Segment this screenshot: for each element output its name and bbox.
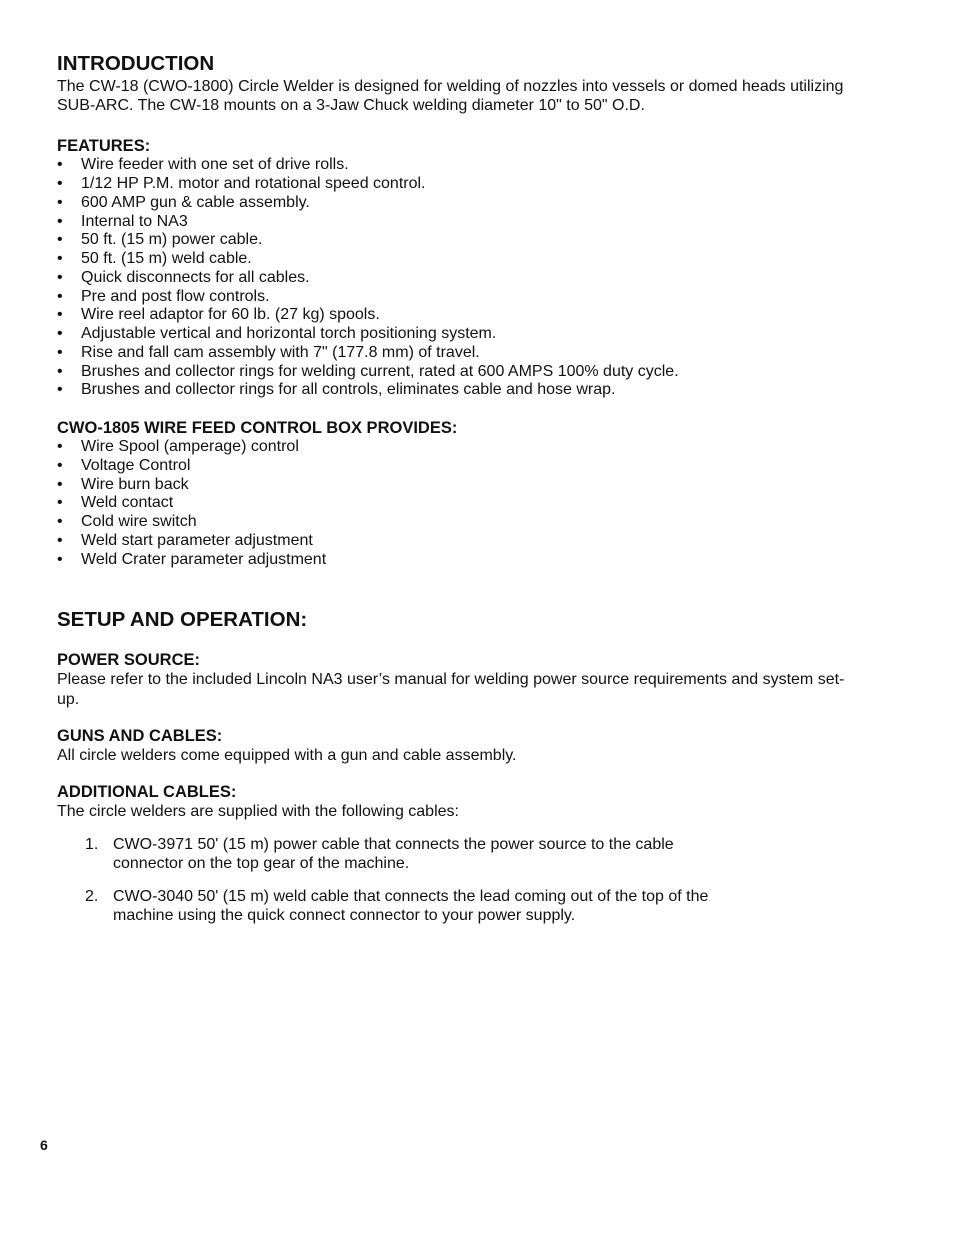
list-item-text: 50 ft. (15 m) weld cable. bbox=[81, 250, 252, 268]
bullet-icon: • bbox=[57, 550, 63, 568]
list-item-text: Adjustable vertical and horizontal torch positioning system. bbox=[81, 325, 497, 343]
item-line: CWO-3971 50' (15 m) power cable that connects the power source to the cable bbox=[113, 836, 674, 854]
item-line: connector on the top gear of the machine. bbox=[113, 855, 410, 873]
list-item-text: Rise and fall cam assembly with 7" (177.8 mm) of travel. bbox=[81, 343, 480, 361]
additional-cables-list bbox=[57, 835, 847, 925]
list-item bbox=[57, 551, 847, 570]
list-item bbox=[57, 306, 847, 325]
guns-cables-heading: GUNS AND CABLES: bbox=[57, 726, 223, 745]
list-item-text: Pre and post flow controls. bbox=[81, 287, 270, 305]
setup-heading: SETUP AND OPERATION: bbox=[57, 608, 308, 632]
introduction-text: The CW-18 (CWO-1800) Circle Welder is designed for welding of nozzles into vessels or domed heads utilizing SUB-ARC. The CW-18 mounts on a 3-Jaw Chuck welding diameter 10" to 50" O.D. bbox=[57, 78, 844, 115]
bullet-icon: • bbox=[57, 343, 63, 361]
control-box-list bbox=[57, 438, 847, 569]
bullet-icon: • bbox=[57, 456, 63, 474]
bullet-icon: • bbox=[57, 212, 63, 230]
bullet-icon: • bbox=[57, 531, 63, 549]
bullet-icon: • bbox=[57, 231, 63, 249]
bullet-icon: • bbox=[57, 381, 63, 399]
bullet-icon: • bbox=[57, 513, 63, 531]
list-item bbox=[57, 250, 847, 269]
additional-cables-heading: ADDITIONAL CABLES: bbox=[57, 783, 237, 802]
list-item bbox=[57, 532, 847, 551]
list-item-text: Brushes and collector rings for welding current, rated at 600 AMPS 100% duty cycle. bbox=[81, 362, 679, 380]
bullet-icon: • bbox=[57, 494, 63, 512]
list-item bbox=[57, 213, 847, 232]
list-item-text: Weld Crater parameter adjustment bbox=[81, 550, 327, 568]
list-item bbox=[57, 835, 847, 873]
list-item bbox=[57, 381, 847, 400]
list-item bbox=[57, 494, 847, 513]
power-source-text: Please refer to the included Lincoln NA3 user’s manual for welding power source requirements and system set-up. bbox=[57, 671, 845, 708]
list-item-text: 600 AMP gun & cable assembly. bbox=[81, 193, 310, 211]
list-item bbox=[57, 513, 847, 532]
bullet-icon: • bbox=[57, 438, 63, 456]
list-item-text: Weld start parameter adjustment bbox=[81, 531, 313, 549]
list-item-text: Brushes and collector rings for all controls, eliminates cable and hose wrap. bbox=[81, 381, 616, 399]
list-item bbox=[57, 344, 847, 363]
list-item bbox=[57, 457, 847, 476]
list-item bbox=[57, 194, 847, 213]
list-item bbox=[57, 269, 847, 288]
list-item bbox=[57, 476, 847, 495]
list-item-text: Wire burn back bbox=[81, 475, 189, 493]
list-item-text: Quick disconnects for all cables. bbox=[81, 268, 310, 286]
list-item bbox=[57, 288, 847, 307]
item-number: 1. bbox=[85, 836, 99, 854]
list-item bbox=[57, 363, 847, 382]
bullet-icon: • bbox=[57, 156, 63, 174]
introduction-heading: INTRODUCTION bbox=[57, 52, 215, 75]
list-item bbox=[57, 325, 847, 344]
list-item bbox=[57, 156, 847, 175]
list-item-text: 50 ft. (15 m) power cable. bbox=[81, 231, 263, 249]
features-heading: FEATURES: bbox=[57, 137, 151, 156]
list-item-text: Wire reel adaptor for 60 lb. (27 kg) spools. bbox=[81, 306, 380, 324]
bullet-icon: • bbox=[57, 287, 63, 305]
bullet-icon: • bbox=[57, 306, 63, 324]
list-item-text: Internal to NA3 bbox=[81, 212, 188, 230]
list-item-text: Wire Spool (amperage) control bbox=[81, 438, 299, 456]
list-item bbox=[57, 175, 847, 194]
item-line: machine using the quick connect connector to your power supply. bbox=[113, 907, 576, 925]
bullet-icon: • bbox=[57, 362, 63, 380]
control-box-heading: CWO-1805 WIRE FEED CONTROL BOX PROVIDES: bbox=[57, 419, 458, 438]
manual-page bbox=[57, 51, 847, 925]
list-item-text: Wire feeder with one set of drive rolls. bbox=[81, 156, 349, 174]
bullet-icon: • bbox=[57, 250, 63, 268]
item-line: CWO-3040 50' (15 m) weld cable that connects the lead coming out of the top of the bbox=[113, 888, 709, 906]
list-item-text: Cold wire switch bbox=[81, 513, 197, 531]
list-item bbox=[57, 887, 847, 925]
bullet-icon: • bbox=[57, 325, 63, 343]
list-item bbox=[57, 438, 847, 457]
bullet-icon: • bbox=[57, 175, 63, 193]
list-item-text: 1/12 HP P.M. motor and rotational speed control. bbox=[81, 175, 426, 193]
list-item-text: Weld contact bbox=[81, 494, 174, 512]
page-number: 6 bbox=[40, 1137, 48, 1153]
additional-cables-text: The circle welders are supplied with the following cables: bbox=[57, 803, 459, 821]
power-source-heading: POWER SOURCE: bbox=[57, 651, 201, 670]
bullet-icon: • bbox=[57, 475, 63, 493]
item-number: 2. bbox=[85, 888, 99, 906]
bullet-icon: • bbox=[57, 193, 63, 211]
list-item-text: Voltage Control bbox=[81, 456, 191, 474]
list-item bbox=[57, 231, 847, 250]
guns-cables-text: All circle welders come equipped with a gun and cable assembly. bbox=[57, 746, 517, 764]
features-list bbox=[57, 156, 847, 400]
bullet-icon: • bbox=[57, 268, 63, 286]
